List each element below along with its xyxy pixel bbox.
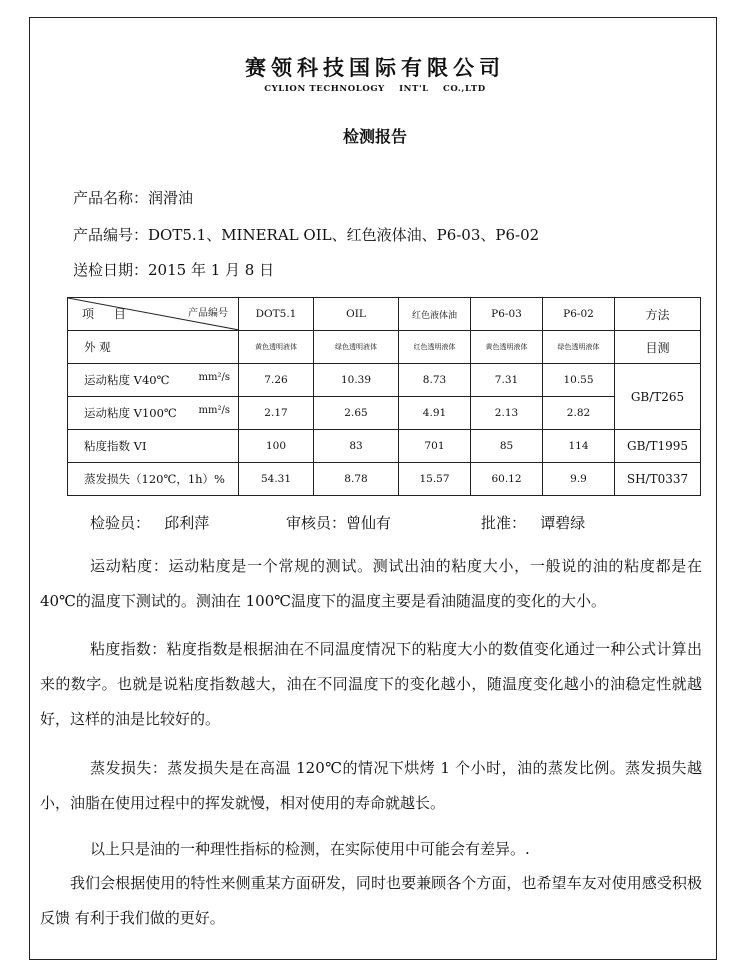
row-label: 蒸发损失（120℃，1h）% [68,463,239,496]
table-cell: 2.65 [314,397,399,430]
product-code-value: DOT5.1、MINERAL OIL、红色液体油、P6-03、P6-02 [148,226,540,244]
table-cell: 85 [471,430,543,463]
table-cell: 红色透明液体 [399,331,471,364]
row-label-cell [68,364,239,397]
table-row [68,430,701,463]
paragraph-evaporation-loss: 蒸发损失：蒸发损失是在高温 120℃的情况下烘烤 1 个小时，油的蒸发比例。蒸发损失越小，油脂在使用过程中的挥发就慢，相对使用的寿命就越长。 [40,759,702,812]
date-line [73,259,274,280]
header-diagonal-cell [68,298,239,331]
paragraph-viscosity-index: 粘度指数：粘度指数是根据油在不同温度情况下的粘度大小的数值变化通过一种公式计算出来的数字。也就是说粘度指数越大，油在不同温度下的变化越小，随温度变化越小的油稳定性就越好，这样的油是比较好的。 [40,640,702,728]
table-cell: 15.57 [399,463,471,496]
table-row [68,463,701,496]
column-header: 红色液体油 [399,298,471,331]
table-cell: 10.39 [314,364,399,397]
table-row [68,364,701,397]
column-header: P6-02 [543,298,615,331]
table-cell: 83 [314,430,399,463]
company-name-en: CYLION TECHNOLOGY INT'L CO.,LTD [264,84,486,94]
method-cell: GB/T1995 [615,430,701,463]
row-label-cell [68,397,239,430]
table-cell: 100 [239,430,314,463]
table-cell: 60.12 [471,463,543,496]
product-name-line [73,187,193,208]
method-cell: SH/T0337 [615,463,701,496]
table-row [68,331,701,364]
company-name-cn: 赛领科技国际有限公司 [245,55,505,80]
paragraph-kinematic-viscosity: 运动粘度：运动粘度是一个常规的测试。测试出油的粘度大小，一般说的油的粘度都是在 40℃的温度下测试的。测油在 100℃温度下的温度主要是看油随温度的变化的大小。 [40,557,702,610]
date-value: 2015 年 1 月 8 日 [148,261,275,279]
table-cell: 2.13 [471,397,543,430]
paragraph-disclaimer: 以上只是油的一种理性指标的检测，在实际使用中可能会有差异。. [90,840,530,858]
table-cell: 54.31 [239,463,314,496]
table-cell: 8.78 [314,463,399,496]
column-header: OIL [314,298,399,331]
table-cell: 4.91 [399,397,471,430]
table-cell: 7.31 [471,364,543,397]
product-name-label: 产品名称： [73,189,149,207]
column-header: P6-03 [471,298,543,331]
row-unit: mm²/s [198,372,230,383]
test-results-table [67,297,701,496]
row-unit: mm²/s [198,405,230,416]
row-label: 运动粘度 V100℃ [84,406,177,420]
inspector-signature: 检验员： 邱利萍 [90,514,210,532]
table-cell: 701 [399,430,471,463]
method-cell: 目测 [615,331,701,364]
row-label: 粘度指数 VI [68,430,239,463]
table-cell: 绿色透明液体 [314,331,399,364]
column-header: DOT5.1 [239,298,314,331]
product-code-label: 产品编号： [73,226,149,244]
product-name-value: 润滑油 [148,189,194,207]
report-title: 检测报告 [342,127,407,146]
table-cell: 114 [543,430,615,463]
table-cell: 2.17 [239,397,314,430]
method-header: 方法 [615,298,701,331]
date-label: 送检日期： [73,261,149,279]
header-item-label: 项 目 [82,307,134,321]
row-label: 运动粘度 V40℃ [84,373,170,387]
table-cell: 绿色透明液体 [543,331,615,364]
row-label: 外 观 [68,331,239,364]
method-cell: GB/T265 [615,364,701,430]
reviewer-signature: 审核员：曾仙有 [286,514,392,532]
table-header-row [68,298,701,331]
product-code-line [73,224,539,245]
table-cell: 7.26 [239,364,314,397]
table-cell: 黄色透明液体 [471,331,543,364]
table-cell: 8.73 [399,364,471,397]
table-cell: 10.55 [543,364,615,397]
table-cell: 9.9 [543,463,615,496]
approver-signature: 批准： 谭碧绿 [481,514,586,532]
table-row [68,397,701,430]
table-cell: 2.82 [543,397,615,430]
header-code-label: 产品编号 [188,308,228,319]
paragraph-feedback: 我们会根据使用的特性来侧重某方面研发，同时也要兼顾各个方面，也希望车友对使用感受积极反馈 有利于我们做的更好。 [40,874,702,927]
table-cell: 黄色透明液体 [239,331,314,364]
